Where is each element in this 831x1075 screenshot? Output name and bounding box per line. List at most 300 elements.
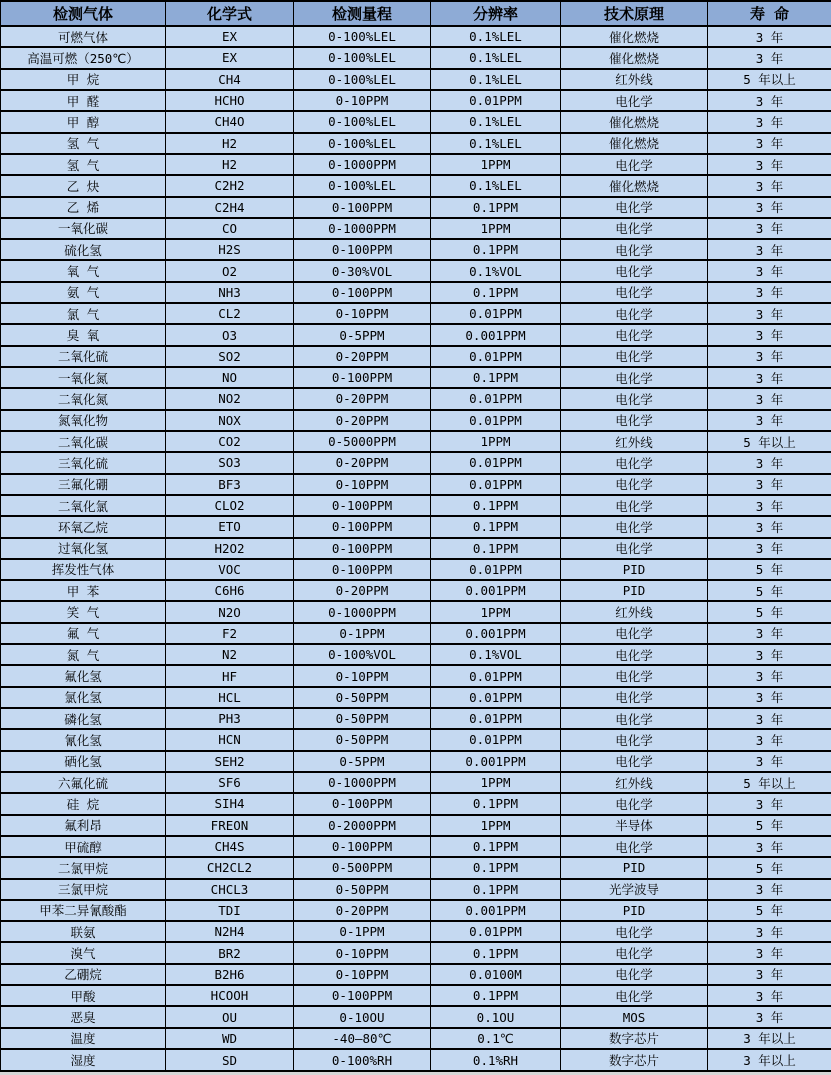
cell-principle: 电化学 (561, 644, 708, 665)
cell-resolution: 0.01PPM (431, 346, 561, 367)
table-row (1, 900, 831, 921)
cell-life: 5 年以上 (708, 431, 831, 452)
cell-formula: HCHO (166, 90, 294, 111)
column-header-principle: 技术原理 (561, 1, 708, 26)
table-row (1, 26, 831, 47)
cell-range: 0-1000PPM (294, 218, 431, 239)
cell-range: 0-100PPM (294, 197, 431, 218)
cell-life: 3 年 (708, 239, 831, 260)
table-row (1, 197, 831, 218)
table-row (1, 175, 831, 196)
table-row (1, 538, 831, 559)
table-row (1, 601, 831, 622)
cell-gas: 可燃气体 (1, 26, 166, 47)
cell-principle: 电化学 (561, 836, 708, 857)
table-row (1, 964, 831, 985)
table-row (1, 1006, 831, 1027)
cell-formula: C2H4 (166, 197, 294, 218)
table-row (1, 623, 831, 644)
cell-formula: TDI (166, 900, 294, 921)
cell-formula: SO2 (166, 346, 294, 367)
cell-resolution: 0.1PPM (431, 239, 561, 260)
cell-gas: 三氟化硼 (1, 474, 166, 495)
cell-gas: 温度 (1, 1028, 166, 1049)
cell-range: 0-5PPM (294, 324, 431, 345)
cell-principle: 红外线 (561, 772, 708, 793)
cell-formula: CO2 (166, 431, 294, 452)
table-row (1, 239, 831, 260)
cell-formula: C6H6 (166, 580, 294, 601)
cell-gas: 硅 烷 (1, 793, 166, 814)
column-header-resolution: 分辨率 (431, 1, 561, 26)
cell-resolution: 0.01PPM (431, 687, 561, 708)
cell-resolution: 0.001PPM (431, 751, 561, 772)
cell-resolution: 0.001PPM (431, 580, 561, 601)
cell-gas: 氮 气 (1, 644, 166, 665)
cell-range: 0-100PPM (294, 793, 431, 814)
cell-formula: H2O2 (166, 538, 294, 559)
cell-formula: SF6 (166, 772, 294, 793)
cell-range: 0-100PPM (294, 239, 431, 260)
cell-formula: CH4 (166, 69, 294, 90)
cell-range: 0-10PPM (294, 474, 431, 495)
cell-gas: 一氧化氮 (1, 367, 166, 388)
cell-life: 5 年以上 (708, 772, 831, 793)
table-row (1, 218, 831, 239)
cell-gas: 氰化氢 (1, 729, 166, 750)
cell-range: 0-1PPM (294, 623, 431, 644)
cell-principle: 电化学 (561, 452, 708, 473)
cell-formula: CH4O (166, 111, 294, 132)
cell-gas: 二氧化氮 (1, 388, 166, 409)
cell-gas: 甲苯二异氰酸酯 (1, 900, 166, 921)
cell-life: 3 年 (708, 197, 831, 218)
table-row (1, 282, 831, 303)
cell-principle: 电化学 (561, 985, 708, 1006)
cell-gas: 甲 烷 (1, 69, 166, 90)
cell-range: 0-10PPM (294, 665, 431, 686)
cell-life: 3 年 (708, 324, 831, 345)
cell-principle: 电化学 (561, 516, 708, 537)
cell-resolution: 0.1PPM (431, 516, 561, 537)
table-row (1, 388, 831, 409)
cell-life: 3 年 (708, 175, 831, 196)
cell-range: 0-10PPM (294, 964, 431, 985)
cell-principle: 电化学 (561, 239, 708, 260)
cell-life: 5 年 (708, 900, 831, 921)
cell-range: 0-100%VOL (294, 644, 431, 665)
table-row (1, 708, 831, 729)
cell-life: 5 年以上 (708, 69, 831, 90)
cell-range: 0-1PPM (294, 921, 431, 942)
cell-resolution: 1PPM (431, 772, 561, 793)
cell-gas: 湿度 (1, 1049, 166, 1071)
cell-gas: 氟利昂 (1, 815, 166, 836)
cell-formula: CL2 (166, 303, 294, 324)
table-row (1, 516, 831, 537)
table-row (1, 836, 831, 857)
cell-formula: WD (166, 1028, 294, 1049)
cell-formula: O3 (166, 324, 294, 345)
cell-formula: HF (166, 665, 294, 686)
cell-range: -40—80℃ (294, 1028, 431, 1049)
cell-principle: 电化学 (561, 218, 708, 239)
table-row (1, 346, 831, 367)
cell-formula: NH3 (166, 282, 294, 303)
cell-formula: EX (166, 26, 294, 47)
cell-principle: 电化学 (561, 324, 708, 345)
cell-resolution: 1PPM (431, 601, 561, 622)
cell-range: 0-20PPM (294, 580, 431, 601)
cell-range: 0-100%LEL (294, 175, 431, 196)
cell-gas: 甲酸 (1, 985, 166, 1006)
cell-range: 0-100%LEL (294, 133, 431, 154)
cell-principle: 电化学 (561, 708, 708, 729)
cell-formula: H2S (166, 239, 294, 260)
cell-principle: 电化学 (561, 538, 708, 559)
cell-formula: F2 (166, 623, 294, 644)
cell-principle: 电化学 (561, 388, 708, 409)
cell-range: 0-100%LEL (294, 26, 431, 47)
cell-gas: 挥发性气体 (1, 559, 166, 580)
cell-principle: 数字芯片 (561, 1028, 708, 1049)
cell-resolution: 0.01PPM (431, 474, 561, 495)
table-row (1, 985, 831, 1006)
cell-gas: 环氧乙烷 (1, 516, 166, 537)
cell-gas: 联氨 (1, 921, 166, 942)
cell-gas: 二氧化碳 (1, 431, 166, 452)
table-row (1, 793, 831, 814)
cell-resolution: 0.001PPM (431, 623, 561, 644)
cell-formula: NO (166, 367, 294, 388)
cell-principle: 电化学 (561, 495, 708, 516)
cell-principle: 电化学 (561, 687, 708, 708)
cell-life: 3 年 (708, 47, 831, 68)
table-row (1, 410, 831, 431)
cell-life: 3 年 (708, 303, 831, 324)
cell-range: 0-5PPM (294, 751, 431, 772)
cell-life: 3 年 (708, 942, 831, 963)
cell-formula: CLO2 (166, 495, 294, 516)
table-header (1, 1, 831, 26)
cell-life: 3 年 (708, 985, 831, 1006)
cell-life: 3 年 (708, 964, 831, 985)
cell-principle: 催化燃烧 (561, 175, 708, 196)
cell-gas: 过氧化氢 (1, 538, 166, 559)
cell-life: 3 年 (708, 282, 831, 303)
cell-gas: 氢 气 (1, 154, 166, 175)
table-row (1, 47, 831, 68)
column-header-gas: 检测气体 (1, 1, 166, 26)
cell-resolution: 0.1PPM (431, 538, 561, 559)
cell-life: 5 年 (708, 857, 831, 878)
cell-gas: 二氯甲烷 (1, 857, 166, 878)
cell-resolution: 0.1%LEL (431, 69, 561, 90)
cell-range: 0-30%VOL (294, 260, 431, 281)
cell-gas: 氯化氢 (1, 687, 166, 708)
cell-life: 3 年 (708, 516, 831, 537)
cell-range: 0-100PPM (294, 559, 431, 580)
cell-life: 5 年 (708, 580, 831, 601)
cell-gas: 氧 气 (1, 260, 166, 281)
cell-life: 3 年 (708, 410, 831, 431)
cell-gas: 臭 氧 (1, 324, 166, 345)
cell-life: 3 年 (708, 111, 831, 132)
cell-formula: CH2CL2 (166, 857, 294, 878)
cell-gas: 氮氧化物 (1, 410, 166, 431)
cell-life: 3 年 (708, 921, 831, 942)
cell-resolution: 0.1%LEL (431, 133, 561, 154)
table-row (1, 324, 831, 345)
cell-gas: 三氯甲烷 (1, 879, 166, 900)
cell-range: 0-50PPM (294, 729, 431, 750)
cell-principle: 电化学 (561, 154, 708, 175)
cell-principle: 电化学 (561, 303, 708, 324)
cell-life: 3 年 (708, 346, 831, 367)
cell-principle: 电化学 (561, 793, 708, 814)
cell-range: 0-1000PPM (294, 154, 431, 175)
cell-range: 0-10PPM (294, 90, 431, 111)
cell-resolution: 0.1%RH (431, 1049, 561, 1071)
cell-life: 3 年以上 (708, 1049, 831, 1071)
cell-formula: OU (166, 1006, 294, 1027)
cell-formula: CO (166, 218, 294, 239)
table-row (1, 921, 831, 942)
cell-life: 3 年 (708, 474, 831, 495)
table-row (1, 367, 831, 388)
cell-range: 0-1000PPM (294, 772, 431, 793)
cell-life: 3 年 (708, 644, 831, 665)
table-row (1, 687, 831, 708)
cell-formula: N2H4 (166, 921, 294, 942)
cell-principle: 电化学 (561, 260, 708, 281)
cell-resolution: 0.1%LEL (431, 175, 561, 196)
cell-formula: SIH4 (166, 793, 294, 814)
cell-formula: SO3 (166, 452, 294, 473)
cell-gas: 高温可燃（250℃） (1, 47, 166, 68)
cell-resolution: 0.001PPM (431, 324, 561, 345)
table-row (1, 665, 831, 686)
cell-range: 0-100%LEL (294, 47, 431, 68)
cell-resolution: 0.1PPM (431, 197, 561, 218)
cell-resolution: 0.01PPM (431, 559, 561, 580)
cell-range: 0-1000PPM (294, 601, 431, 622)
cell-formula: NO2 (166, 388, 294, 409)
cell-formula: VOC (166, 559, 294, 580)
cell-range: 0-2000PPM (294, 815, 431, 836)
cell-formula: C2H2 (166, 175, 294, 196)
cell-formula: BF3 (166, 474, 294, 495)
cell-resolution: 0.1PPM (431, 942, 561, 963)
cell-principle: 电化学 (561, 282, 708, 303)
cell-range: 0-100PPM (294, 367, 431, 388)
cell-gas: 溴气 (1, 942, 166, 963)
cell-principle: 半导体 (561, 815, 708, 836)
cell-resolution: 0.01PPM (431, 410, 561, 431)
cell-resolution: 0.1PPM (431, 495, 561, 516)
table-row (1, 772, 831, 793)
cell-formula: HCOOH (166, 985, 294, 1006)
cell-range: 0-50PPM (294, 879, 431, 900)
cell-formula: EX (166, 47, 294, 68)
cell-life: 3 年 (708, 90, 831, 111)
cell-range: 0-20PPM (294, 452, 431, 473)
cell-principle: 数字芯片 (561, 1049, 708, 1071)
cell-range: 0-100PPM (294, 985, 431, 1006)
cell-resolution: 0.1%LEL (431, 47, 561, 68)
cell-resolution: 0.1PPM (431, 367, 561, 388)
cell-formula: CHCL3 (166, 879, 294, 900)
cell-principle: 电化学 (561, 197, 708, 218)
cell-principle: 电化学 (561, 665, 708, 686)
cell-formula: H2 (166, 154, 294, 175)
cell-resolution: 0.01PPM (431, 388, 561, 409)
column-header-life: 寿 命 (708, 1, 831, 26)
cell-gas: 二氧化硫 (1, 346, 166, 367)
cell-principle: 电化学 (561, 90, 708, 111)
cell-resolution: 0.1PPM (431, 836, 561, 857)
cell-resolution: 1PPM (431, 431, 561, 452)
table-row (1, 133, 831, 154)
cell-gas: 笑 气 (1, 601, 166, 622)
table-row (1, 1049, 831, 1071)
cell-formula: B2H6 (166, 964, 294, 985)
cell-range: 0-500PPM (294, 857, 431, 878)
cell-range: 0-100PPM (294, 282, 431, 303)
table-row (1, 431, 831, 452)
cell-range: 0-100PPM (294, 538, 431, 559)
cell-range: 0-10PPM (294, 303, 431, 324)
cell-life: 3 年 (708, 879, 831, 900)
cell-formula: NOX (166, 410, 294, 431)
cell-resolution: 0.1%LEL (431, 26, 561, 47)
table-row (1, 857, 831, 878)
table-row (1, 303, 831, 324)
cell-resolution: 0.01PPM (431, 729, 561, 750)
cell-principle: 红外线 (561, 69, 708, 90)
cell-resolution: 0.01PPM (431, 452, 561, 473)
cell-gas: 三氧化硫 (1, 452, 166, 473)
cell-life: 3 年 (708, 154, 831, 175)
cell-principle: PID (561, 857, 708, 878)
column-header-formula: 化学式 (166, 1, 294, 26)
cell-resolution: 0.1OU (431, 1006, 561, 1027)
cell-range: 0-50PPM (294, 687, 431, 708)
table-row (1, 474, 831, 495)
cell-gas: 六氟化硫 (1, 772, 166, 793)
cell-range: 0-10PPM (294, 942, 431, 963)
cell-gas: 氯 气 (1, 303, 166, 324)
cell-range: 0-20PPM (294, 410, 431, 431)
cell-life: 3 年 (708, 665, 831, 686)
cell-resolution: 0.1℃ (431, 1028, 561, 1049)
cell-formula: O2 (166, 260, 294, 281)
cell-formula: HCN (166, 729, 294, 750)
cell-principle: 电化学 (561, 346, 708, 367)
cell-range: 0-20PPM (294, 346, 431, 367)
cell-resolution: 0.01PPM (431, 921, 561, 942)
cell-resolution: 0.1%VOL (431, 644, 561, 665)
cell-range: 0-100PPM (294, 495, 431, 516)
cell-life: 3 年 (708, 452, 831, 473)
table-row (1, 260, 831, 281)
cell-principle: 电化学 (561, 410, 708, 431)
cell-life: 3 年 (708, 687, 831, 708)
cell-principle: 电化学 (561, 942, 708, 963)
column-header-range: 检测量程 (294, 1, 431, 26)
table-body (1, 26, 831, 1071)
table-row (1, 154, 831, 175)
cell-life: 5 年 (708, 559, 831, 580)
cell-resolution: 0.01PPM (431, 90, 561, 111)
cell-formula: PH3 (166, 708, 294, 729)
cell-gas: 甲 苯 (1, 580, 166, 601)
cell-gas: 二氧化氯 (1, 495, 166, 516)
cell-resolution: 0.1PPM (431, 793, 561, 814)
table-row (1, 729, 831, 750)
cell-principle: 红外线 (561, 601, 708, 622)
cell-formula: SD (166, 1049, 294, 1071)
cell-life: 3 年 (708, 218, 831, 239)
cell-range: 0-100%LEL (294, 111, 431, 132)
cell-principle: PID (561, 580, 708, 601)
cell-gas: 氟 气 (1, 623, 166, 644)
table-row (1, 452, 831, 473)
table-row (1, 111, 831, 132)
cell-life: 3 年 (708, 751, 831, 772)
cell-gas: 氢 气 (1, 133, 166, 154)
cell-gas: 乙 炔 (1, 175, 166, 196)
cell-resolution: 0.01PPM (431, 708, 561, 729)
cell-range: 0-100%LEL (294, 69, 431, 90)
cell-gas: 硒化氢 (1, 751, 166, 772)
cell-life: 3 年 (708, 538, 831, 559)
cell-principle: 电化学 (561, 367, 708, 388)
cell-range: 0-20PPM (294, 388, 431, 409)
table-row (1, 559, 831, 580)
cell-resolution: 1PPM (431, 815, 561, 836)
table-row (1, 815, 831, 836)
cell-principle: 电化学 (561, 729, 708, 750)
cell-life: 3 年 (708, 367, 831, 388)
cell-principle: 催化燃烧 (561, 47, 708, 68)
cell-principle: 催化燃烧 (561, 111, 708, 132)
cell-resolution: 0.1PPM (431, 879, 561, 900)
cell-resolution: 0.0100M (431, 964, 561, 985)
cell-resolution: 0.01PPM (431, 665, 561, 686)
cell-formula: HCL (166, 687, 294, 708)
cell-resolution: 0.001PPM (431, 900, 561, 921)
cell-principle: 催化燃烧 (561, 133, 708, 154)
cell-formula: FREON (166, 815, 294, 836)
cell-principle: 电化学 (561, 623, 708, 644)
table-row (1, 495, 831, 516)
cell-life: 3 年 (708, 623, 831, 644)
table-row (1, 1028, 831, 1049)
cell-principle: 电化学 (561, 751, 708, 772)
cell-gas: 恶臭 (1, 1006, 166, 1027)
cell-gas: 乙 烯 (1, 197, 166, 218)
cell-range: 0-100PPM (294, 516, 431, 537)
cell-resolution: 0.1PPM (431, 985, 561, 1006)
cell-principle: 电化学 (561, 964, 708, 985)
cell-gas: 甲 醇 (1, 111, 166, 132)
cell-life: 3 年 (708, 836, 831, 857)
cell-gas: 氨 气 (1, 282, 166, 303)
cell-principle: 红外线 (561, 431, 708, 452)
cell-principle: PID (561, 900, 708, 921)
table-row (1, 751, 831, 772)
